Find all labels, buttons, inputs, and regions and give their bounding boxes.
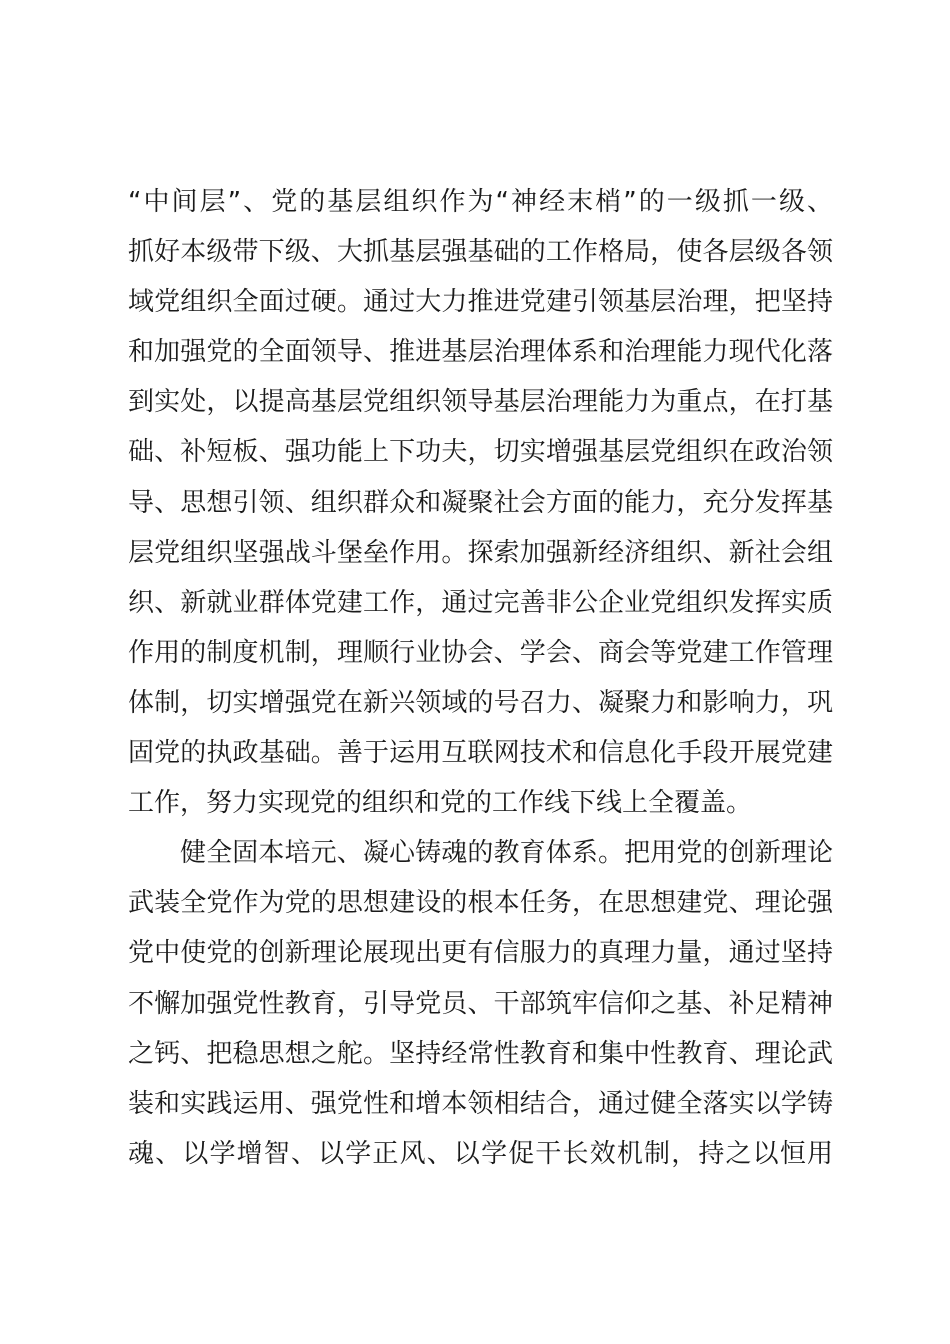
- text-line: 域党组织全面过硬。通过大力推进党建引领基层治理，把坚持: [128, 287, 833, 318]
- text-line: 层党组织坚强战斗堡垒作用。探索加强新经济组织、新社会组: [128, 537, 833, 568]
- paragraph-end-line: 工作，努力实现党的组织和党的工作线下线上全覆盖。: [128, 788, 753, 819]
- text-line: 武装全党作为党的思想建设的根本任务，在思想建党、理论强: [128, 888, 833, 919]
- text-line: “中间层”、党的基层组织作为“神经末梢”的一级抓一级、: [128, 187, 833, 217]
- text-line: 织、新就业群体党建工作，通过完善非公企业党组织发挥实质: [128, 587, 833, 618]
- text-line: 魂、以学增智、以学正风、以学促干长效机制，持之以恒用: [128, 1138, 833, 1169]
- text-line: 抓好本级带下级、大抓基层强基础的工作格局，使各层级各领: [128, 237, 833, 268]
- paragraph-start-line: 健全固本培元、凝心铸魂的教育体系。把用党的创新理论: [180, 838, 833, 869]
- text-line: 体制，切实增强党在新兴领域的号召力、凝聚力和影响力，巩: [128, 687, 833, 718]
- text-line: 固党的执政基础。善于运用互联网技术和信息化手段开展党建: [128, 738, 833, 769]
- text-line: 装和实践运用、强党性和增本领相结合，通过健全落实以学铸: [128, 1088, 833, 1119]
- text-line: 不懈加强党性教育，引导党员、干部筑牢信仰之基、补足精神: [128, 988, 833, 1019]
- text-line: 党中使党的创新理论展现出更有信服力的真理力量，通过坚持: [128, 938, 833, 969]
- text-line: 到实处，以提高基层党组织领导基层治理能力为重点，在打基: [128, 387, 833, 418]
- text-line: 导、思想引领、组织群众和凝聚社会方面的能力，充分发挥基: [128, 487, 833, 518]
- text-line: 和加强党的全面领导、推进基层治理体系和治理能力现代化落: [128, 337, 833, 368]
- text-line: 础、补短板、强功能上下功夫，切实增强基层党组织在政治领: [128, 437, 833, 468]
- text-line: 作用的制度机制，理顺行业协会、学会、商会等党建工作管理: [128, 637, 833, 668]
- body-text: [128, 177, 833, 1179]
- text-line: 之钙、把稳思想之舵。坚持经常性教育和集中性教育、理论武: [128, 1038, 833, 1069]
